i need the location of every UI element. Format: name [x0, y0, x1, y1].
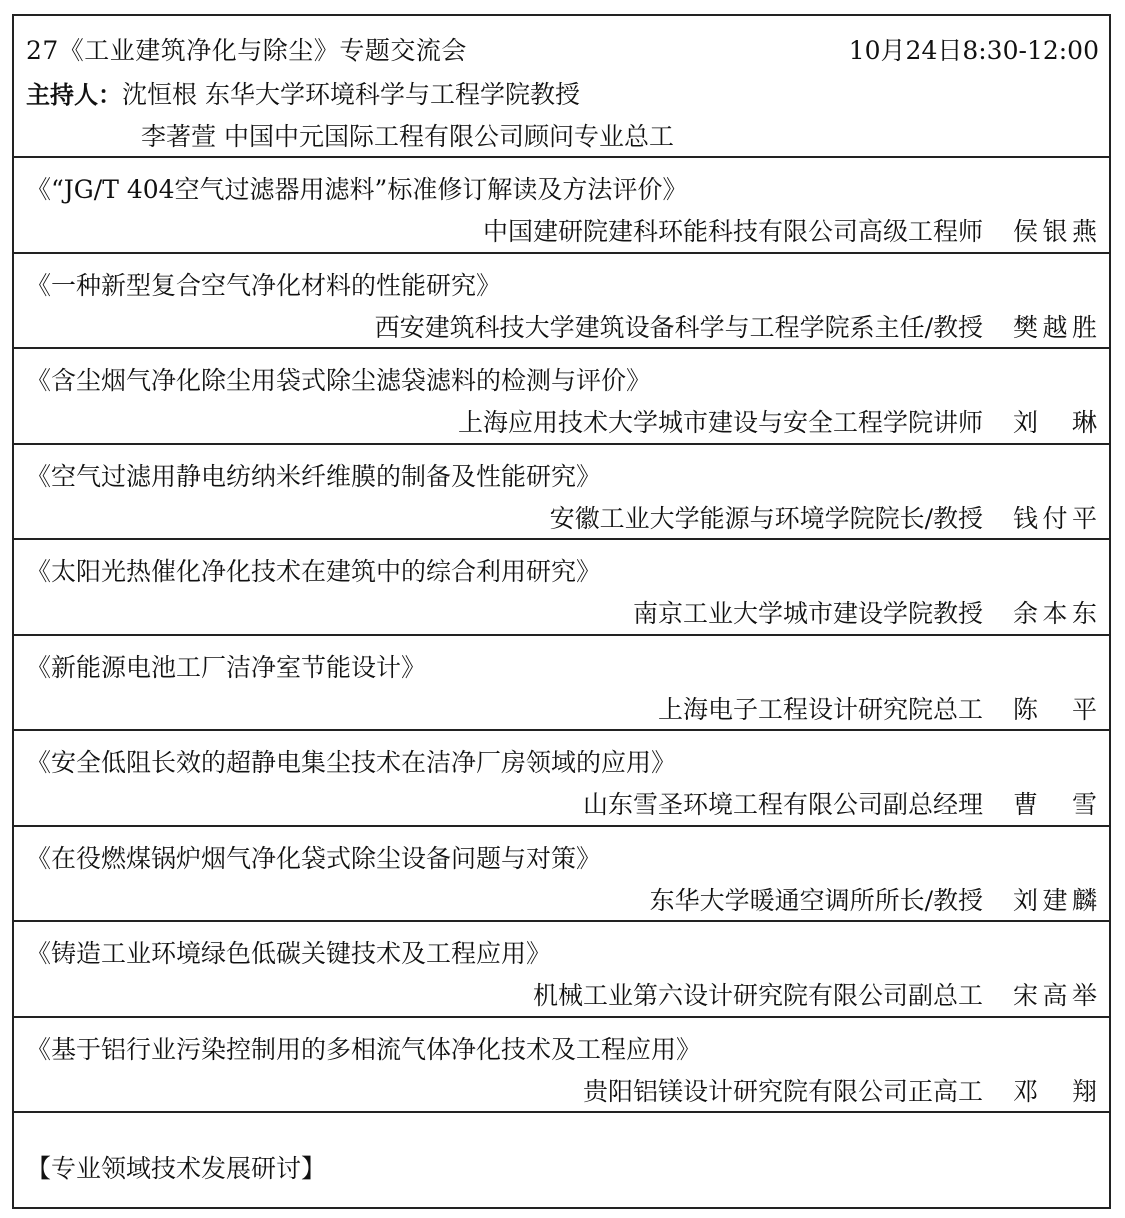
speaker-name: 钱付平: [1013, 503, 1097, 533]
speaker-affiliation: 贵阳铝镁设计研究院有限公司正高工: [582, 1076, 983, 1106]
speaker-name: 刘琳: [1013, 408, 1097, 437]
talk-row: [14, 158, 1109, 254]
talk-speaker-line: [583, 789, 1097, 821]
talk-row: [14, 1018, 1109, 1114]
speaker-affiliation: 中国建研院建科环能科技有限公司高级工程师: [482, 217, 983, 246]
speaker-affiliation: 山东雪圣环境工程有限公司副总经理: [582, 790, 983, 819]
talk-title: 《空气过滤用静电纺纳米纤维膜的制备及性能研究》: [26, 461, 602, 491]
session-title: 27《工业建筑净化与除尘》专题交流会: [26, 36, 467, 65]
talk-title: 《在役燃煤锅炉烟气净化袋式除尘设备问题与对策》: [26, 843, 602, 873]
talk-speaker-line: [483, 216, 1097, 248]
talk-row: [14, 540, 1109, 636]
session-header: [14, 16, 1109, 158]
speaker-name: 宋高举: [1013, 981, 1097, 1010]
talk-speaker-line: [533, 980, 1097, 1012]
speaker-name: 樊越胜: [1013, 312, 1097, 342]
talk-row: [14, 922, 1109, 1018]
talk-title: 《新能源电池工厂洁净室节能设计》: [26, 652, 427, 682]
speaker-name: 曹雪: [1013, 790, 1097, 819]
speaker-name: 陈平: [1013, 694, 1097, 724]
speaker-name: 刘建麟: [1013, 885, 1097, 915]
speaker-affiliation: 机械工业第六设计研究院有限公司副总工: [532, 981, 983, 1010]
host-2: 李著萱 中国中元国际工程有限公司顾问专业总工: [141, 122, 674, 151]
talk-title: 《铸造工业环境绿色低碳关键技术及工程应用》: [26, 939, 552, 968]
speaker-name: 侯银燕: [1013, 217, 1097, 246]
speaker-affiliation: 上海应用技术大学城市建设与安全工程学院讲师: [457, 408, 983, 437]
speaker-affiliation: 西安建筑科技大学建筑设备科学与工程学院系主任/教授: [374, 312, 983, 342]
speaker-affiliation: 安徽工业大学能源与环境学院院长/教授: [549, 503, 983, 533]
talk-title: 《一种新型复合空气净化材料的性能研究》: [26, 270, 502, 300]
talk-speaker-line: [375, 312, 1097, 344]
talk-title: 《安全低阻长效的超静电集尘技术在洁净厂房领域的应用》: [26, 748, 677, 777]
talk-speaker-line: [583, 1076, 1097, 1108]
speaker-name: 余本东: [1013, 599, 1097, 628]
talk-title: 《基于铝行业污染控制用的多相流气体净化技术及工程应用》: [26, 1034, 702, 1064]
speaker-name: 邓翔: [1013, 1076, 1097, 1106]
talk-title: 《“JG/T 404空气过滤器用滤料”标准修订解读及方法评价》: [26, 175, 688, 204]
talk-row: [14, 827, 1109, 923]
talk-row: [14, 636, 1109, 732]
talk-row: [14, 254, 1109, 350]
talk-title: 《含尘烟气净化除尘用袋式除尘滤袋滤料的检测与评价》: [26, 366, 652, 395]
host-row-2: [141, 120, 674, 154]
agenda-table: [12, 14, 1111, 1209]
talk-speaker-line: [633, 598, 1097, 630]
talk-speaker-line: [658, 694, 1097, 726]
host-label: 主持人：: [26, 81, 122, 109]
footer-row: [14, 1113, 1109, 1207]
session-time: 10月24日8:30-12:00: [848, 36, 1099, 65]
speaker-affiliation: 上海电子工程设计研究院总工: [657, 694, 983, 724]
host-1: 沈恒根 东华大学环境科学与工程学院教授: [122, 80, 580, 109]
talk-speaker-line: [458, 407, 1097, 439]
talk-row: [14, 349, 1109, 445]
talk-title: 《太阳光热催化净化技术在建筑中的综合利用研究》: [26, 557, 602, 586]
talk-speaker-line: [650, 885, 1097, 917]
speaker-affiliation: 南京工业大学城市建设学院教授: [632, 599, 983, 628]
talk-speaker-line: [550, 503, 1097, 535]
speaker-affiliation: 东华大学暖通空调所所长/教授: [649, 885, 983, 915]
talk-row: [14, 445, 1109, 541]
talk-row: [14, 731, 1109, 827]
footer-topic: 【专业领域技术发展研讨】: [26, 1154, 327, 1183]
host-row-1: [26, 78, 580, 112]
